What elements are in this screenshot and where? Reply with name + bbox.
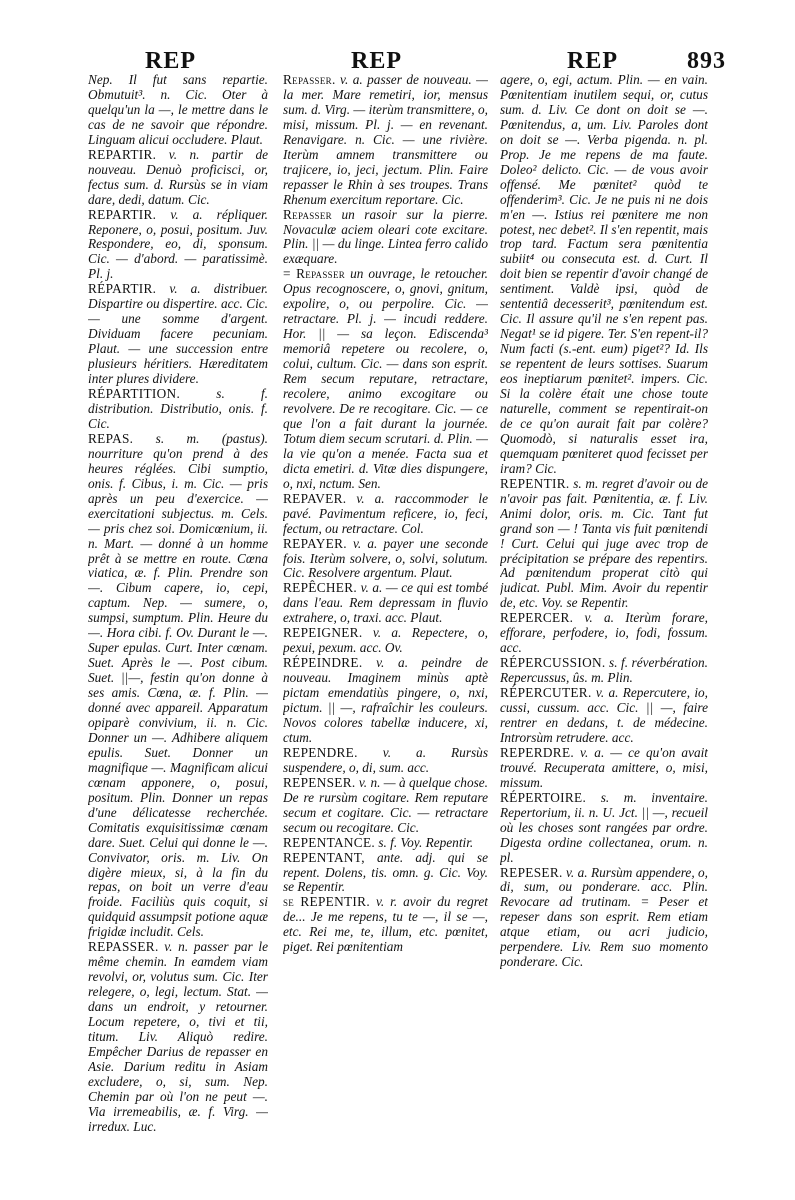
dictionary-entry [283, 581, 488, 626]
entry-headword: REPASSER. [88, 939, 159, 955]
entry-text: v. a. Rursùm appendere, o, di, sum, ou ponderare. acc. Plin. Revocare ad trutinam. = Peser et repeser dans son esprit. Rem etiam atque etiam, ou acri judicio, perpendere. Liv. Rem suo momento ponderare. Cic. [500, 864, 708, 970]
entry-text: v. a. Iterùm forare, efforare, perfodere, io, fodi, fossum. acc. [500, 610, 708, 656]
entry-text: v. a. payer une seconde fois. Iterùm solvere, o, solvi, solutum. Cic. Resolvere argentum. Plaut. [283, 535, 488, 581]
dictionary-entry [88, 208, 268, 283]
entry-text: v. r. avoir du regret de... Je me repens, tu te —, il se —, etc. Rei me, te, illum, etc. pœnitet, piget. Rei pœnitentiam [283, 894, 488, 955]
entry-headword: REPARTIR. [88, 206, 157, 222]
entry-headword: RÉPARTITION. [88, 386, 181, 402]
entry-headword: REPENSER. [283, 774, 356, 790]
dictionary-entry [283, 492, 488, 537]
entry-headword: RÉPERTOIRE. [500, 789, 587, 805]
entry-text: v. a. — ce qu'on avait trouvé. Recuperata amittere, o, misi, missum. [500, 744, 708, 790]
dictionary-entry [88, 940, 268, 1134]
entry-text: v. a. Rursùs suspendere, o, di, sum. acc. [283, 744, 488, 775]
entry-text: v. a. peindre de nouveau. Imaginem minùs aptè pictam emendatiùs pingere, o, nxi, pictum. || —, rafraîchir les couleurs. Novos colores tabellæ inducere, xi, ctum. [283, 655, 488, 745]
dictionary-entry [88, 148, 268, 208]
entry-text: v. n. — à quelque chose. De re rursùm cogitare. Rem reputare secum et cogitare. Cic. — retractare secum ou recogitare. Cic. [283, 774, 488, 835]
dictionary-entry [283, 836, 488, 851]
entry-text: v. n. passer par le même chemin. In eamdem viam revolvi, or, volutus sum. Cic. Iter relegere, o, legi, lectum. Stat. — dans un endroit, y retourner. Locum repetere, o, tivi et tii, titum. Liv. Aliquò redire. Empêcher Darius de repasser en Asie. Darium reditu in Asiam excludere, o, si, sum. Nep. Chemin par où l'on ne peut —. Via irremeabilis, æ. f. Virg. — irredux. Luc. [88, 939, 268, 1134]
entry-headword: Repasser. [283, 73, 336, 87]
entry-headword: REPAVER. [283, 490, 347, 506]
entry-headword: REPESER. [500, 864, 563, 880]
dictionary-entry [283, 267, 488, 491]
entry-text: agere, o, egi, actum. Plin. — en vain. Pœnitentiam inutilem sequi, or, cutus sum. d. Liv. Ce dont on doit se —. Pœnitendus, a, um. Liv. Paroles dont on doit se —. Verba pigenda. n. pl. Prop. Je me repens de ma faute. Doleo² delicto. Cic. — de vous avoir offensé. Me pœnitet² quòd te offenderim³. Cic. Je ne puis ni ne dois m'en —. Istius rei pœnitere me non potest, nec debet². Il s'en repentit, mais trop tard. Factum sera pœnitentia subiit⁴ ou consecuta est. d. Curt. Il doit bien se repentir d'avoir changé de sentiment. Valdè ipsi, quòd de sententiâ decesserit³, pœnitendum est. Cic. Il assure qu'il ne s'en repent pas. Negat¹ se id pigere. Ter. S'en repent-il? Num facti (s.-ent. eum) piget²? Id. Ils se repentent de leurs sottises. Suarum eos ineptiarum pœnitet². impers. Cic. Si la colère était une chose toute naturelle, comment se repentirait-on de ce qu'on aurait fait par colère? Quomodò, si naturalis esset ira, quemquam pœniteret quod fecisset per iram? Cic. [500, 73, 708, 476]
running-head-left: REP [145, 48, 196, 74]
dictionary-entry [283, 208, 488, 268]
entry-headword: REPENTANCE. [283, 834, 375, 850]
entry-text: s. m. (pastus). nourriture qu'on prend à des heures réglées. Cibi sumptio, onis. f. Cibus, i. m. Cic. — pris après un peu d'exercice. — exercitationi subjectus. m. Cels. — pris chez soi. Domicœnium, ii. n. Mart. — donné à un homme prêt à se mettre en route. Cœna viatica, æ. f. Plin. Prendre son —. Cibum capere, io, cepi, captum. Nep. — sumere, o, sumpsi, sumptum. Plin. Heure du —. Hora cibi. f. Ov. Durant le —. Super epulas. Curt. Inter cœnam. Suet. Après le —. Post cibum. Suet. ||—, festin qu'on donne à ses amis. Cœna, æ. f. Plin. — donné avec appareil. Apparatum opiparè convivium, ii. n. Cic. Donner un —. Adhibere aliquem epulis. Suet. Donner un magnifique —. Magnificam alicui cœnam apponere, o, posui, positum. Plin. Donner un repas d'une délicatesse recherchée. Comitatis exquisitissimæ cœnam dare. Suet. Celui qui donne le —. Convivator, oris. m. Liv. On digère mieux, si, à la fin du repas, on boit un verre d'eau froide. Faciliùs quis coquit, si quidquid assumpsit potione aquæ frigidæ includit. Cels. [88, 430, 268, 940]
entry-headword: RÉPARTIR. [88, 281, 157, 297]
dictionary-entry [500, 746, 708, 791]
entry-text: v. a. distribuer. Dispartire ou dispertire. acc. Cic. — une somme d'argent. Dividuam facere pecuniam. Plaut. — une succession entre plusieurs héritiers. Hæreditatem inter plures dividere. [88, 281, 268, 387]
entry-headword: REPENTIR. [500, 475, 570, 491]
entry-headword: RÉPERCUTER. [500, 685, 592, 701]
entry-headword: REPENDRE. [283, 744, 358, 760]
entry-headword: REPERCER. [500, 610, 574, 626]
entry-text: s. f. réverbération. Repercussus, ûs. m. Plin. [500, 655, 708, 686]
running-head-right: REP [567, 48, 618, 74]
entry-text: s. f. Voy. Repentir. [378, 834, 474, 850]
page-number: 893 [687, 48, 726, 74]
entry-headword: REPAYER. [283, 535, 347, 551]
dictionary-entry [500, 73, 708, 477]
entry-headword: RÉPEINDRE. [283, 655, 363, 671]
dictionary-entry [88, 73, 268, 148]
dictionary-entry [500, 611, 708, 656]
entry-headword: REPERDRE. [500, 744, 574, 760]
entry-text: un ouvrage, le retoucher. Opus recognoscere, o, gnovi, gnitum, expolire, o, ou perpolire. Cic. — retractare. Pl. j. — incudi reddere. Hor. || — sa leçon. Ediscenda³ memoriâ repetere ou recolere, o, colui, cultum. Cic. — dans son esprit. Rem secum reputare, retractare, recolere, animo excogitare ou revolvere. De re recogitare. Cic. — ce que l'on a fait durant la journée. Totum diem secum scrutari. d. Plin. — la vie qu'on a menée. Facta sua et dicta emetiri. d. Vitæ dies dispungere, o, nxi, nctum. Sen. [283, 266, 488, 491]
dictionary-entry [500, 477, 708, 612]
column-left [88, 73, 268, 1163]
entry-text: un rasoir sur la pierre. Novaculæ aciem oleari cote excitare. Plin. || — du linge. Lintea ferro calido exæquare. [283, 206, 488, 267]
column-right [500, 73, 708, 1163]
entry-headword: REPARTIR. [88, 146, 157, 162]
entry-headword: REPÊCHER. [283, 580, 357, 596]
entry-headword: se REPENTIR. [283, 894, 370, 910]
entry-text: v. a. — ce qui est tombé dans l'eau. Rem depressam in fluvio extrahere, o, traxi. acc. Plaut. [283, 580, 488, 626]
dictionary-entry [283, 851, 488, 896]
dictionary-entry [283, 537, 488, 582]
dictionary-entry [88, 432, 268, 940]
dictionary-entry [500, 686, 708, 746]
entry-text: s. f. distribution. Distributio, onis. f. Cic. [88, 386, 268, 431]
column-middle [283, 73, 488, 1163]
entry-headword: RÉPERCUSSION. [500, 655, 606, 671]
entry-headword: REPENTANT, [283, 849, 365, 865]
dictionary-entry [500, 791, 708, 866]
dictionary-entry [283, 895, 488, 955]
entry-text: v. a. répliquer. Reponere, o, posui, positum. Juv. Respondere, eo, di, sponsum. Cic. — d'abord. — paratissimè. Pl. j. [88, 206, 268, 282]
entry-text: s. m. inventaire. Repertorium, ii. n. U. Jct. || —, recueil où les choses sont rangées par ordre. Digesta ordine collectanea, orum. n. pl. [500, 789, 708, 865]
entry-text: v. a. raccommoder le pavé. Pavimentum reficere, io, feci, fectum, ou retractare. Col. [283, 490, 488, 536]
entry-headword: Repasser [283, 206, 332, 222]
entry-text: Nep. Il fut sans repartie. Obmutuit³. n. Cic. Oter à quelqu'un la —, le mettre dans le cas de ne savoir que répondre. Linguam alicui occludere. Plaut. [88, 73, 268, 147]
entry-text: ante. adj. qui se repent. Dolens, tis. omn. g. Cic. Voy. se Repentir. [283, 849, 488, 895]
dictionary-entry [283, 776, 488, 836]
entry-headword: = Repasser [283, 266, 346, 282]
entry-text: s. m. regret d'avoir ou de n'avoir pas fait. Pœnitentia, æ. f. Liv. Animi dolor, oris. m. Cic. Tant fut grand son — ! Tanta vis fuit pœnitendi ! Curt. Celui qui juge avec trop de précipitation se prépare des repentirs. Ad pœnitendum properat citò qui judicat. Publ. Mim. Avoir du repentir de, etc. Voy. se Repentir. [500, 475, 708, 611]
dictionary-entry [283, 656, 488, 746]
entry-text: v. a. passer de nouveau. — la mer. Mare remetiri, ior, mensus sum. d. Virg. — iterùm transmittere, o, misi, missum. Pl. j. — en revenant. Renavigare. n. Cic. — une rivière. Iterùm amnem transmittere ou trajicere, io, jeci, jectum. Plin. Faire repasser le Rhin à ses troupes. Trans Rhenum exercitum reportare. Cic. [283, 73, 488, 207]
dictionary-entry [88, 282, 268, 387]
entry-text: v. n. partir de nouveau. Denuò proficisci, or, fectus sum. d. Rursùs se in viam dare, dedi, datum. Cic. [88, 146, 268, 207]
dictionary-entry [500, 656, 708, 686]
dictionary-entry [88, 387, 268, 432]
dictionary-entry [283, 73, 488, 208]
entry-text: v. a. Repectere, o, pexui, pexum. acc. Ov. [283, 625, 488, 656]
dictionary-entry [283, 626, 488, 656]
running-head-center: REP [351, 48, 402, 74]
dictionary-entry [283, 746, 488, 776]
entry-headword: REPAS. [88, 430, 134, 446]
entry-text: v. a. Repercutere, io, cussi, cussum. acc. Cic. || —, faire rentrer en dedans, t. de médecine. Introrsùm retrudere. acc. [500, 685, 708, 745]
entry-headword: REPEIGNER. [283, 625, 363, 641]
dictionary-entry [500, 866, 708, 971]
